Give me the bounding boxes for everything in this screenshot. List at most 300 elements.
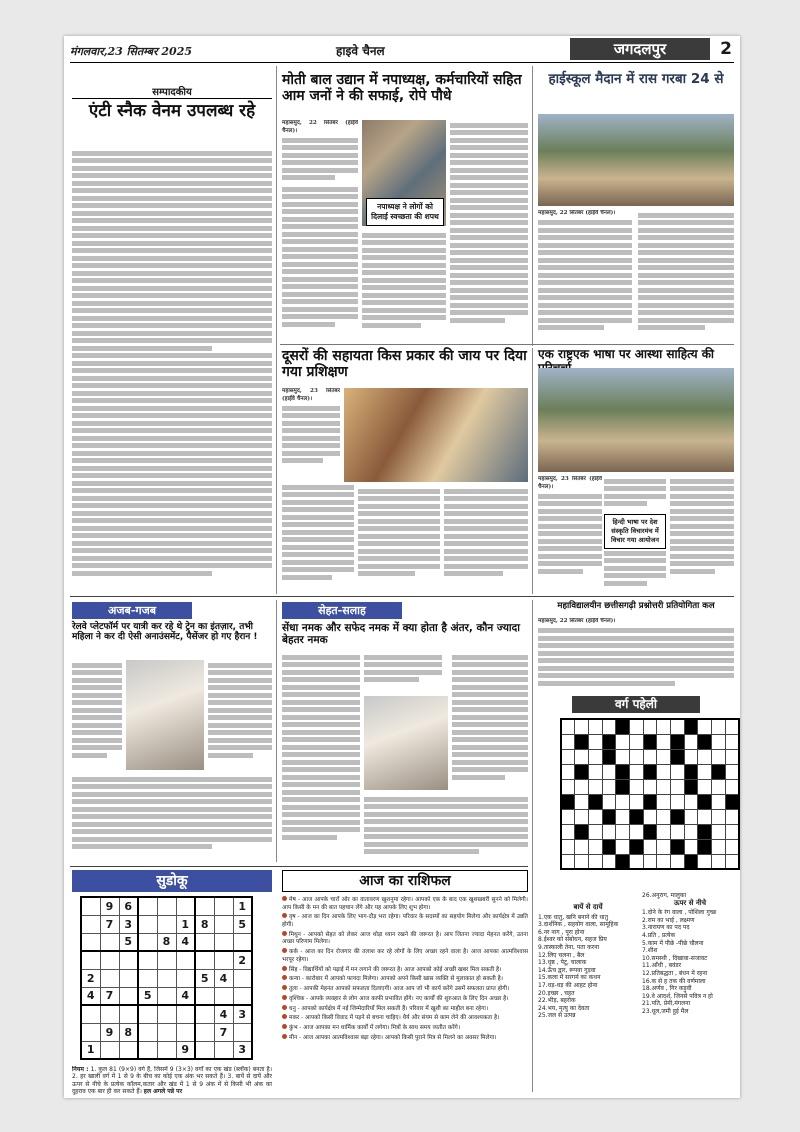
crossword-clue: 25.जल से उत्पन्न xyxy=(538,1012,576,1020)
crossword-cell[interactable] xyxy=(575,719,589,734)
crossword-cell[interactable] xyxy=(684,824,698,839)
article3-body-2 xyxy=(358,486,440,588)
sudoku-cell[interactable] xyxy=(176,897,195,915)
sudoku-cell[interactable] xyxy=(81,1005,100,1023)
crossword-cell[interactable] xyxy=(629,854,643,869)
crossword-grid[interactable] xyxy=(560,718,740,870)
zodiac-icon xyxy=(282,1024,287,1029)
crossword-cell[interactable] xyxy=(711,809,725,824)
crossword-cell[interactable] xyxy=(575,749,589,764)
crossword-cell[interactable] xyxy=(629,764,643,779)
zodiac-icon xyxy=(282,913,287,918)
sudoku-cell[interactable] xyxy=(214,951,233,969)
sudoku-cell[interactable] xyxy=(119,987,138,1005)
health-photo xyxy=(364,696,448,790)
crossword-block-cell xyxy=(629,839,643,854)
rashi-entry xyxy=(282,913,528,929)
crossword-cell[interactable] xyxy=(575,809,589,824)
crossword-cell[interactable] xyxy=(588,719,602,734)
crossword-cell[interactable] xyxy=(684,734,698,749)
rashi-text: तुला - आपकी मेहनत आपको सफलता दिलाएगी। आज आप जो भी कार्य करेंगे उसमें सफलता प्राप्त होगी। xyxy=(289,986,510,993)
crossword-cell[interactable] xyxy=(643,839,657,854)
rashi-text: मिथुन - आपको सेहत को लेकर आज थोड़ा ध्यान रखने की जरूरत है। आप जितना ज्यादा मेहनत करेंगे, उतना अच्छा परिणाम मिलेगा। xyxy=(282,931,528,946)
ajabgajab-body-3 xyxy=(72,774,272,856)
crossword-cell[interactable] xyxy=(698,809,712,824)
crossword-cell[interactable] xyxy=(725,719,739,734)
crossword-cell[interactable] xyxy=(561,824,575,839)
crossword-cell[interactable] xyxy=(711,854,725,869)
article4-body-1 xyxy=(538,476,602,590)
crossword-cell[interactable] xyxy=(602,779,616,794)
crossword-cell[interactable] xyxy=(629,749,643,764)
sudoku-cell[interactable] xyxy=(100,951,119,969)
crossword-across-clues xyxy=(538,904,638,1020)
crossword-cell[interactable] xyxy=(588,809,602,824)
crossword-cell[interactable] xyxy=(670,854,684,869)
rashifal-list xyxy=(282,896,528,1094)
column-divider xyxy=(532,348,533,594)
crossword-cell[interactable] xyxy=(561,719,575,734)
sudoku-cell[interactable] xyxy=(138,1041,157,1059)
column-divider xyxy=(532,600,533,700)
sudoku-cell[interactable] xyxy=(138,1005,157,1023)
crossword-cell[interactable] xyxy=(561,839,575,854)
rashi-text: धनु - आपको कार्यक्षेत्र में नई जिम्मेदारियाँ मिल सकती हैं। परिवार में खुशी का माहौल बना रहेगा। xyxy=(289,1005,489,1012)
sudoku-cell[interactable] xyxy=(214,933,233,951)
crossword-cell[interactable] xyxy=(670,719,684,734)
crossword-cell[interactable] xyxy=(711,749,725,764)
health-body-2 xyxy=(364,652,442,692)
crossword-cell[interactable] xyxy=(725,764,739,779)
rashi-text: वृश्चिक - आपके व्यवहार से लोग आज काफी प्रभावित होंगे। नए कार्यों की शुरुआत के लिए दिन अच्छा है। xyxy=(289,995,509,1002)
crossword-cell[interactable] xyxy=(711,734,725,749)
crossword-block-cell xyxy=(643,794,657,809)
crossword-cell[interactable] xyxy=(725,734,739,749)
ajabgajab-headline: रेलवे प्लेटफॉर्म पर यात्री कर रहे थे ट्रेन का इंतज़ार, तभी महिला ने कर दी ऐसी अनाउंसमेंट, पैसेंजर हो गए हैरान ! xyxy=(72,622,258,643)
rashi-entry xyxy=(282,948,528,964)
crossword-cell[interactable] xyxy=(561,749,575,764)
column-divider xyxy=(532,66,533,346)
sudoku-cell[interactable] xyxy=(214,915,233,933)
sudoku-cell[interactable] xyxy=(81,897,100,915)
column-divider xyxy=(532,696,533,1092)
sudoku-cell: 4 xyxy=(214,969,233,987)
health-body-1 xyxy=(282,652,360,858)
health-body-4 xyxy=(452,652,528,792)
article3-body-3 xyxy=(444,486,528,588)
crossword-cell[interactable] xyxy=(561,734,575,749)
crossword-row xyxy=(561,779,739,794)
crossword-cell[interactable] xyxy=(684,839,698,854)
crossword-block-cell xyxy=(698,794,712,809)
rashi-entry xyxy=(282,1005,528,1014)
rashi-text: कर्क - आज का दिन रोजगार की तलाश कर रहे लोगों के लिए अच्छा रहने वाला है। आज आपका आत्मविश्वास भरपूर रहेगा। xyxy=(282,949,528,963)
crossword-cell[interactable] xyxy=(602,794,616,809)
ajabgajab-body-1 xyxy=(72,660,122,770)
crossword-block-cell xyxy=(711,764,725,779)
sudoku-cell: 9 xyxy=(176,1041,195,1059)
crossword-cell[interactable] xyxy=(684,794,698,809)
sudoku-cell[interactable] xyxy=(119,969,138,987)
crossword-cell[interactable] xyxy=(711,719,725,734)
crossword-cell[interactable] xyxy=(575,839,589,854)
sudoku-row xyxy=(81,1023,252,1041)
crossword-cell[interactable] xyxy=(629,734,643,749)
sudoku-cell[interactable] xyxy=(195,897,214,915)
crossword-cell[interactable] xyxy=(588,779,602,794)
crossword-cell[interactable] xyxy=(684,749,698,764)
crossword-clue: 2.राम का भाई , लक्ष्मण xyxy=(642,916,695,924)
sudoku-cell: 5 xyxy=(233,915,252,933)
crossword-clue: 23.धूल,जमी हुई मैल xyxy=(642,1007,689,1015)
sudoku-cell: 1 xyxy=(233,897,252,915)
sudoku-cell: 4 xyxy=(214,1005,233,1023)
crossword-cell[interactable] xyxy=(588,839,602,854)
sudoku-cell[interactable] xyxy=(214,897,233,915)
sudoku-row xyxy=(81,969,252,987)
sudoku-cell[interactable] xyxy=(233,1023,252,1041)
crossword-clue: 12.लिए चलना , बैल xyxy=(538,951,585,959)
sudoku-cell[interactable] xyxy=(233,969,252,987)
crossword-block-cell xyxy=(698,839,712,854)
sudoku-cell: 8 xyxy=(157,933,176,951)
sudoku-cell[interactable] xyxy=(138,897,157,915)
crossword-block-cell xyxy=(670,734,684,749)
crossword-block-cell xyxy=(643,824,657,839)
crossword-cell[interactable] xyxy=(657,749,671,764)
sudoku-cell: 5 xyxy=(119,933,138,951)
crossword-cell[interactable] xyxy=(657,779,671,794)
crossword-cell[interactable] xyxy=(643,809,657,824)
crossword-cell[interactable] xyxy=(670,794,684,809)
rashi-entry xyxy=(282,896,528,912)
crossword-cell[interactable] xyxy=(602,824,616,839)
sudoku-cell[interactable] xyxy=(195,1023,214,1041)
section-rule xyxy=(70,596,734,597)
crossword-row xyxy=(561,719,739,734)
crossword-clue: 14.ऊँच द्वार, रूपवा गुड़वा xyxy=(538,966,596,974)
sudoku-cell[interactable] xyxy=(195,951,214,969)
sudoku-cell[interactable] xyxy=(214,987,233,1005)
sudoku-cell[interactable] xyxy=(233,933,252,951)
crossword-block-cell xyxy=(670,809,684,824)
sudoku-cell[interactable] xyxy=(119,951,138,969)
crossword-row xyxy=(561,824,739,839)
crossword-cell[interactable] xyxy=(657,854,671,869)
crossword-block-cell xyxy=(602,749,616,764)
rashi-text: सिंह - विद्यार्थियों को पढ़ाई में मन लगाने की जरूरत है। आज आपको कोई अच्छी खबर मिल सकती है। xyxy=(289,966,502,973)
ajabgajab-kicker: अजब-गजब xyxy=(72,602,192,619)
crossword-block-cell xyxy=(602,809,616,824)
crossword-cell[interactable] xyxy=(588,824,602,839)
crossword-cell[interactable] xyxy=(725,839,739,854)
crossword-clue: 8.ईश्वर को संबोधन, सहज प्रिय xyxy=(538,936,607,944)
newspaper-name: हाइवे चैनल xyxy=(336,44,385,58)
crossword-cell[interactable] xyxy=(657,794,671,809)
sudoku-cell[interactable] xyxy=(81,951,100,969)
crossword-cell[interactable] xyxy=(725,749,739,764)
article4-callout: हिन्दी भाषा पर देश संस्कृति विचारमंच में विचार गया आयोजन xyxy=(604,514,666,549)
rashi-entry xyxy=(282,985,528,994)
sudoku-title: सुडोकू xyxy=(72,870,272,892)
article3-body-1 xyxy=(282,482,354,588)
crossword-cell[interactable] xyxy=(711,839,725,854)
crossword-cell[interactable] xyxy=(629,719,643,734)
sudoku-cell[interactable] xyxy=(100,1005,119,1023)
crossword-cell[interactable] xyxy=(643,779,657,794)
crossword-clue: 10.समस्थी , दिखावा-सजावट xyxy=(642,954,708,962)
crossword-block-cell xyxy=(588,794,602,809)
sudoku-cell: 4 xyxy=(176,987,195,1005)
sudoku-cell[interactable] xyxy=(157,1023,176,1041)
sudoku-row xyxy=(81,933,252,951)
crossword-cell[interactable] xyxy=(643,749,657,764)
crossword-cell[interactable] xyxy=(711,794,725,809)
crossword-cell[interactable] xyxy=(643,719,657,734)
sudoku-cell[interactable] xyxy=(119,1005,138,1023)
sudoku-cell[interactable] xyxy=(176,969,195,987)
editorial-kicker: सम्पादकीय xyxy=(72,84,272,99)
crossword-cell[interactable] xyxy=(602,764,616,779)
crossword-cell[interactable] xyxy=(670,779,684,794)
crossword-cell[interactable] xyxy=(588,734,602,749)
article1-body-right xyxy=(450,120,528,340)
column-divider xyxy=(276,66,277,594)
crossword-clue: 7.शीश xyxy=(642,947,658,955)
ajabgajab-photo xyxy=(126,660,204,770)
crossword-cell[interactable] xyxy=(698,749,712,764)
crossword-cell[interactable] xyxy=(698,719,712,734)
section-rule xyxy=(70,866,528,867)
article2-headline: हाईस्कूल मैदान में रास गरबा 24 से xyxy=(548,71,724,87)
crossword-clue: 22.भीड़, बहरोक xyxy=(538,997,576,1005)
sudoku-grid[interactable] xyxy=(80,896,253,1060)
crossword-cell[interactable] xyxy=(725,809,739,824)
crossword-cell[interactable] xyxy=(561,764,575,779)
zodiac-icon xyxy=(282,931,287,936)
crossword-row xyxy=(561,809,739,824)
sudoku-row xyxy=(81,951,252,969)
crossword-cell[interactable] xyxy=(616,794,630,809)
crossword-clue: 15.कला में सरगर्म का कथन xyxy=(538,974,601,982)
rashi-text: मकर - आपको किसी विवाद में पड़ने से बचना चाहिए। धैर्य और संयम से काम लेने की आवश्यकता है। xyxy=(289,1015,500,1022)
sudoku-solution-note: हल अगले पन्ने पर xyxy=(143,1088,183,1096)
crossword-cell[interactable] xyxy=(575,779,589,794)
sudoku-cell: 7 xyxy=(100,987,119,1005)
sudoku-cell[interactable] xyxy=(157,987,176,1005)
sudoku-cell[interactable] xyxy=(157,1041,176,1059)
crossword-row xyxy=(561,794,739,809)
crossword-cell[interactable] xyxy=(575,854,589,869)
crossword-cell[interactable] xyxy=(657,764,671,779)
rashi-text: मेष - आज आपके चारों ओर का वातावरण खुशनुमा रहेगा। आपको एक के बाद एक खुशखबरी सुनने को मिलेगी। आप किसी के मन की बात पहचान लेंगे और यह आपके लिए शुभ होगा। xyxy=(282,897,528,911)
crossword-clue: 16.क से ह तक की वर्णमाला xyxy=(642,977,706,985)
article2-photo xyxy=(538,114,734,206)
crossword-clue: 6.नर नाग , पूरा होना xyxy=(538,928,585,936)
crossword-block-cell xyxy=(616,764,630,779)
crossword-cell[interactable] xyxy=(725,854,739,869)
crossword-cell[interactable] xyxy=(711,779,725,794)
crossword-cell[interactable] xyxy=(575,794,589,809)
crossword-block-cell xyxy=(684,764,698,779)
sudoku-cell[interactable] xyxy=(176,1005,195,1023)
sudoku-cell: 3 xyxy=(233,1005,252,1023)
article4-body-2 xyxy=(604,476,666,512)
crossword-clue: 12.प्रतिबद्धता , बंधन में रहना xyxy=(642,969,708,977)
editorial-body xyxy=(72,148,272,590)
sudoku-cell[interactable] xyxy=(176,951,195,969)
sudoku-cell: 2 xyxy=(81,969,100,987)
crossword-cell[interactable] xyxy=(629,794,643,809)
crossword-clue: 24.भय, मृत्यु का देवता xyxy=(538,1004,590,1012)
crossword-cell[interactable] xyxy=(616,809,630,824)
rashi-text: मीन - आज आपका आत्मविश्वास बढ़ा रहेगा। आपको किसी पुराने मित्र से मिलने का अवसर मिलेगा। xyxy=(289,1034,497,1041)
crossword-cell[interactable] xyxy=(561,779,575,794)
crossword-down-clues xyxy=(642,892,738,1016)
article4-dateline: महासमुंद, 23 सितंबर (हाईवे चैनल)। xyxy=(538,476,602,490)
sudoku-cell: 1 xyxy=(176,915,195,933)
crossword-clue: 26.अनुराग, मालुका xyxy=(642,892,687,899)
sudoku-cell[interactable] xyxy=(138,951,157,969)
crossword-cell[interactable] xyxy=(588,854,602,869)
section-rule xyxy=(280,344,734,345)
crossword-cell[interactable] xyxy=(725,779,739,794)
sudoku-cell[interactable] xyxy=(195,933,214,951)
article4-headline: एक राष्ट्रएक भाषा पर आस्था साहित्य की xyxy=(538,347,715,361)
zodiac-icon xyxy=(282,1005,287,1010)
article1-callout: नपाध्यक्ष ने लोगों को दिलाई स्वच्छता की शपथ xyxy=(366,198,444,226)
rashi-entry xyxy=(282,966,528,975)
crossword-block-cell xyxy=(602,839,616,854)
sudoku-cell[interactable] xyxy=(233,987,252,1005)
crossword-cell[interactable] xyxy=(657,824,671,839)
sudoku-cell[interactable] xyxy=(119,1041,138,1059)
crossword-title: वर्ग पहेली xyxy=(572,696,700,713)
sudoku-cell[interactable] xyxy=(81,933,100,951)
sudoku-cell[interactable] xyxy=(138,969,157,987)
crossword-cell[interactable] xyxy=(561,854,575,869)
crossword-block-cell xyxy=(725,794,739,809)
sudoku-cell: 8 xyxy=(195,915,214,933)
crossword-clue: 3.नारायण का पद पद xyxy=(642,924,690,932)
crossword-block-cell xyxy=(575,824,589,839)
sudoku-cell[interactable] xyxy=(195,987,214,1005)
crossword-clue: 13.धृष्ठ , पेटू, चालाक xyxy=(538,959,587,967)
crossword-clue: 1.एक धातु, खनि बनाने की धातु xyxy=(538,913,609,921)
crossword-cell[interactable] xyxy=(588,764,602,779)
rashi-entry xyxy=(282,995,528,1004)
crossword-cell[interactable] xyxy=(670,764,684,779)
crossword-block-cell xyxy=(670,749,684,764)
crossword-cell[interactable] xyxy=(588,749,602,764)
page-number: 2 xyxy=(720,39,732,59)
crossword-cell[interactable] xyxy=(616,839,630,854)
crossword-row xyxy=(561,734,739,749)
sudoku-cell[interactable] xyxy=(81,1023,100,1041)
crossword-cell[interactable] xyxy=(657,809,671,824)
sudoku-cell[interactable] xyxy=(138,1023,157,1041)
article1-body-mid xyxy=(362,230,446,340)
sudoku-cell[interactable] xyxy=(195,1041,214,1059)
article2-body-right xyxy=(638,210,734,340)
crossword-clue: 3.दार्शनिक , सहयोग वाला, सामूहिक xyxy=(538,921,619,929)
crossword-cell[interactable] xyxy=(616,734,630,749)
crossword-block-cell xyxy=(643,734,657,749)
sudoku-cell[interactable] xyxy=(157,969,176,987)
sudoku-cell: 7 xyxy=(100,915,119,933)
zodiac-icon xyxy=(282,975,287,980)
zodiac-icon xyxy=(282,1014,287,1019)
crossword-cell[interactable] xyxy=(698,854,712,869)
sudoku-cell[interactable] xyxy=(157,951,176,969)
crossword-block-cell xyxy=(575,734,589,749)
crossword-cell[interactable] xyxy=(616,749,630,764)
crossword-block-cell xyxy=(616,779,630,794)
crossword-cell[interactable] xyxy=(629,779,643,794)
crossword-cell[interactable] xyxy=(698,779,712,794)
rashi-entry xyxy=(282,1024,528,1033)
rashi-entry xyxy=(282,1034,528,1043)
crossword-cell[interactable] xyxy=(725,824,739,839)
crossword-cell[interactable] xyxy=(657,734,671,749)
crossword-cell[interactable] xyxy=(698,764,712,779)
crossword-cell[interactable] xyxy=(602,719,616,734)
article3-headline: दूसरों की सहायता किस प्रकार की जाय पर दिया गया प्रशिक्षण xyxy=(282,348,527,381)
sudoku-cell: 1 xyxy=(81,1041,100,1059)
crossword-block-cell xyxy=(698,734,712,749)
sudoku-cell[interactable] xyxy=(100,969,119,987)
crossword-cell[interactable] xyxy=(657,719,671,734)
crossword-cell[interactable] xyxy=(629,824,643,839)
sudoku-cell[interactable] xyxy=(100,1041,119,1059)
sudoku-rules-label: नियम : xyxy=(72,1066,89,1073)
crossword-cell[interactable] xyxy=(711,824,725,839)
sudoku-cell[interactable] xyxy=(157,897,176,915)
crossword-cell[interactable] xyxy=(657,839,671,854)
sudoku-cell[interactable] xyxy=(176,1023,195,1041)
crossword-row xyxy=(561,749,739,764)
sudoku-cell[interactable] xyxy=(157,915,176,933)
crossword-block-cell xyxy=(575,764,589,779)
crossword-cell[interactable] xyxy=(616,824,630,839)
sudoku-cell[interactable] xyxy=(214,1041,233,1059)
column-divider xyxy=(276,600,277,862)
crossword-cell[interactable] xyxy=(684,809,698,824)
sudoku-cell[interactable] xyxy=(138,933,157,951)
crossword-cell[interactable] xyxy=(670,824,684,839)
sudoku-cell[interactable] xyxy=(81,915,100,933)
health-kicker: सेहत-सलाह xyxy=(282,602,402,619)
rashi-entry xyxy=(282,975,528,984)
sudoku-cell[interactable] xyxy=(100,933,119,951)
sudoku-cell[interactable] xyxy=(138,915,157,933)
sudoku-cell: 5 xyxy=(138,987,157,1005)
rashi-entry xyxy=(282,1014,528,1023)
crossword-cell[interactable] xyxy=(561,809,575,824)
article4-body-4 xyxy=(670,476,734,590)
crossword-cell[interactable] xyxy=(643,854,657,869)
crossword-cell[interactable] xyxy=(602,854,616,869)
editorial-title: एंटी स्नैक वेनम उपलब्ध रहे xyxy=(88,101,256,121)
crossword-block-cell xyxy=(629,809,643,824)
crossword-block-cell xyxy=(616,719,630,734)
sudoku-cell[interactable] xyxy=(157,1005,176,1023)
sudoku-cell: 3 xyxy=(119,915,138,933)
crossword-clue: 5.काम में पीछे -पीछे चौलना xyxy=(642,939,704,947)
mahavidyalaya-dateline: महासमुंद, 22 सितंबर (हाईवे चैनल)। xyxy=(538,618,616,624)
article4-photo xyxy=(538,368,734,472)
sudoku-cell[interactable] xyxy=(195,1005,214,1023)
